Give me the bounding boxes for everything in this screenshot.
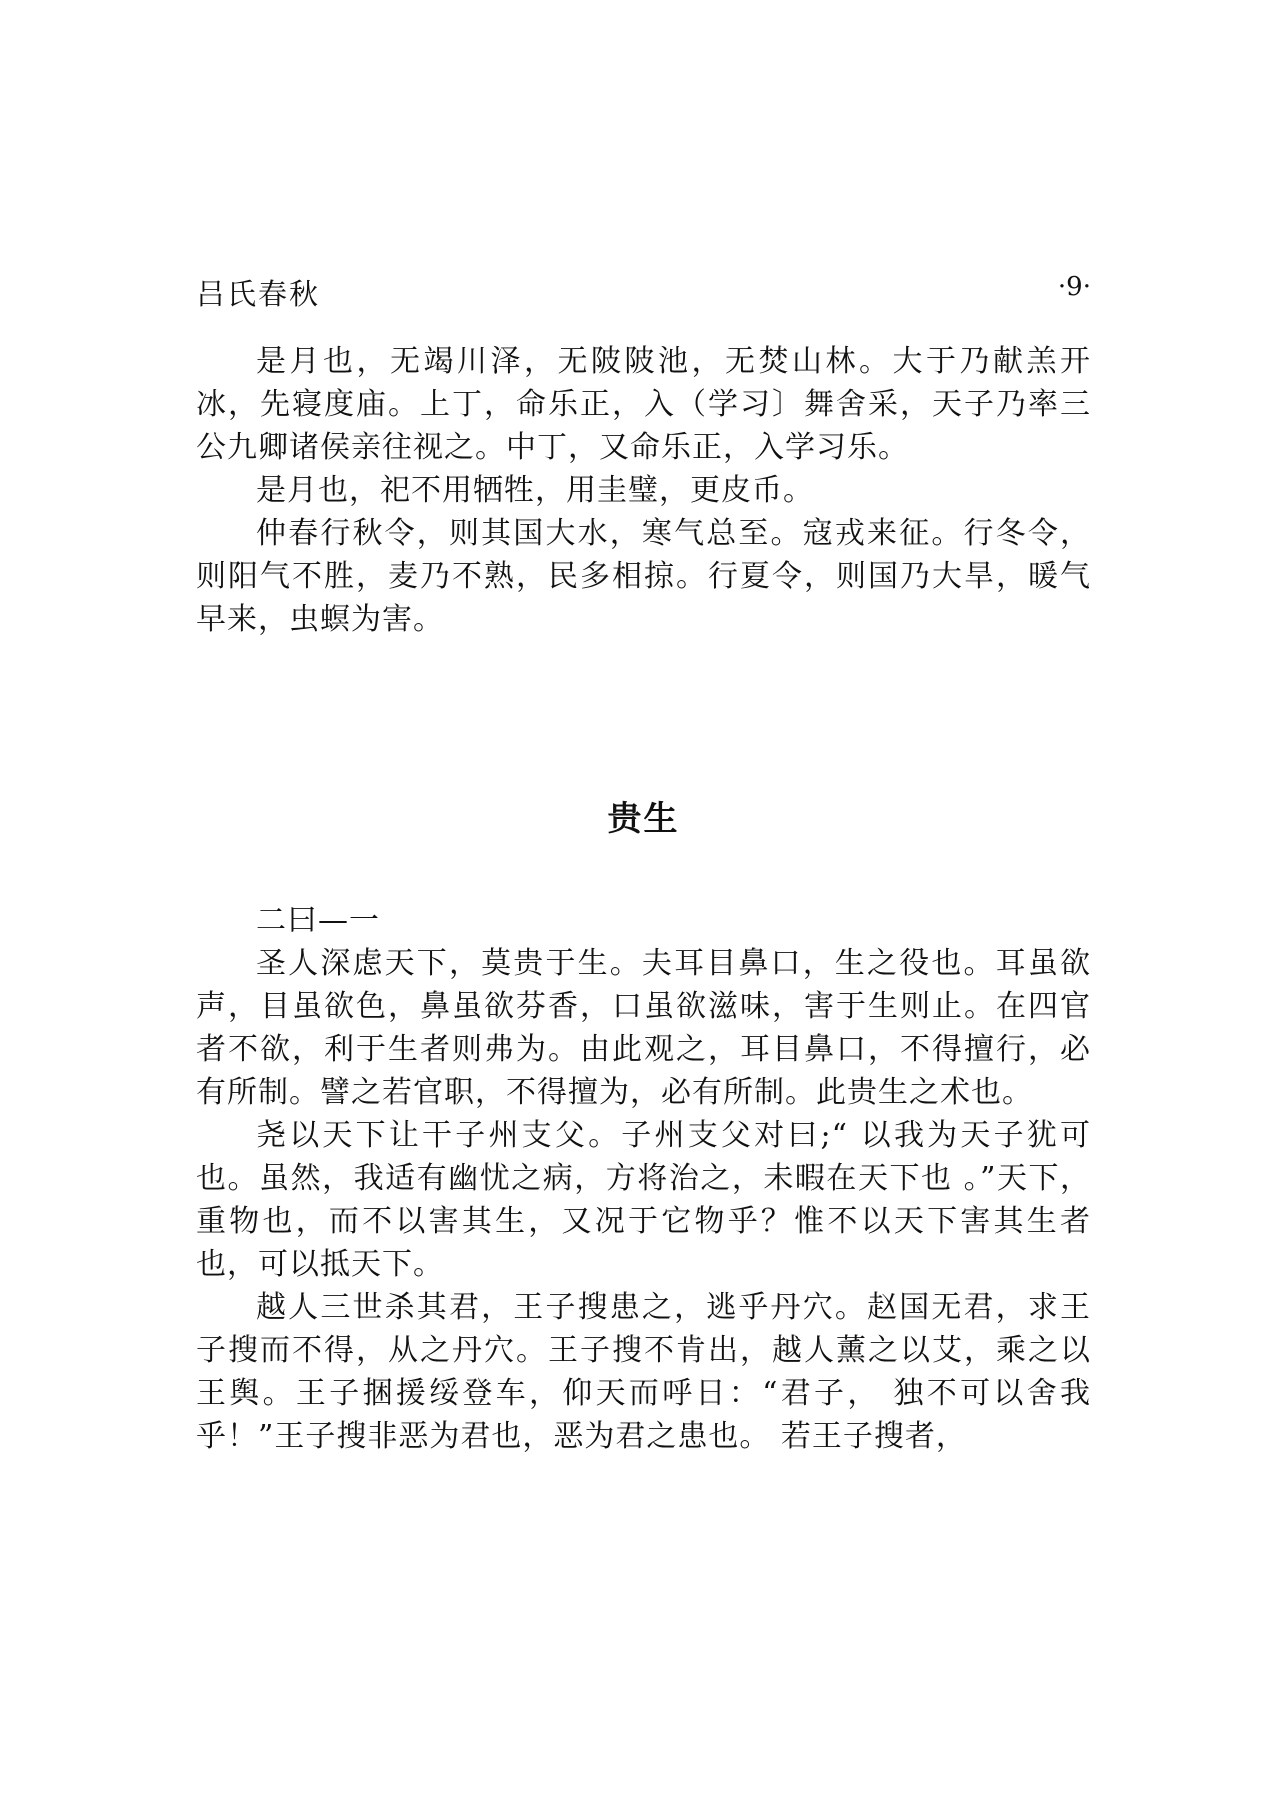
paragraph: 仲春行秋令，则其国大水，寒气总至。寇戎来征。行冬令，则阳气不胜，麦乃不熟，民多相掠。行夏令，则国乃大旱，暖气早来，虫螟为害。: [196, 516, 1091, 637]
section-subheading: 二曰—一: [256, 903, 380, 938]
paragraph: 是月也，无竭川泽，无陂陂池，无焚山林。大于乃献羔开冰，先寝度庙。上丁，命乐正，入（学习〕舞舍采，天子乃率三公九卿诸侯亲往视之。中丁，又命乐正，入学习乐。: [196, 344, 1091, 465]
section-previous-chapter-end: [196, 340, 1091, 641]
paragraph: 越人三世杀其君，王子搜患之，逃乎丹穴。赵国无君，求王子搜而不得，从之丹穴。王子搜不肯出，越人薰之以艾，乘之以王舆。王子捆援绥登车，仰天而呼日：“君子， 独不可以舍我乎！”王子搜非恶为君也，恶为君之患也。 若王子搜者，: [196, 1290, 1091, 1454]
paragraph: 圣人深虑天下，莫贵于生。夫耳目鼻口，生之役也。耳虽欲声，目虽欲色，鼻虽欲芬香，口虽欲滋味，害于生则止。在四官者不欲，利于生者则弗为。由此观之，耳目鼻口，不得擅行，必有所制。譬之若官职，不得擅为，必有所制。此贵生之术也。: [196, 946, 1091, 1110]
page-number: ·9·: [1057, 272, 1091, 302]
section-heading: 贵生: [607, 799, 680, 839]
section-guisheng: [196, 899, 1091, 1458]
running-header: [196, 268, 1091, 312]
paragraph: 尧以天下让干子州支父。子州支父对曰;“ 以我为天子犹可也。虽然，我适有幽忧之病，方将治之，未暇在天下也 。”天下，重物也，而不以害其生，又况于它物乎？惟不以天下害其生者也，可以抵天下。: [196, 1118, 1091, 1282]
book-title: 吕氏春秋: [196, 277, 321, 311]
document-page: [196, 268, 1091, 1458]
paragraph: 是月也，祀不用牺牲，用圭璧，更皮币。: [256, 473, 814, 508]
